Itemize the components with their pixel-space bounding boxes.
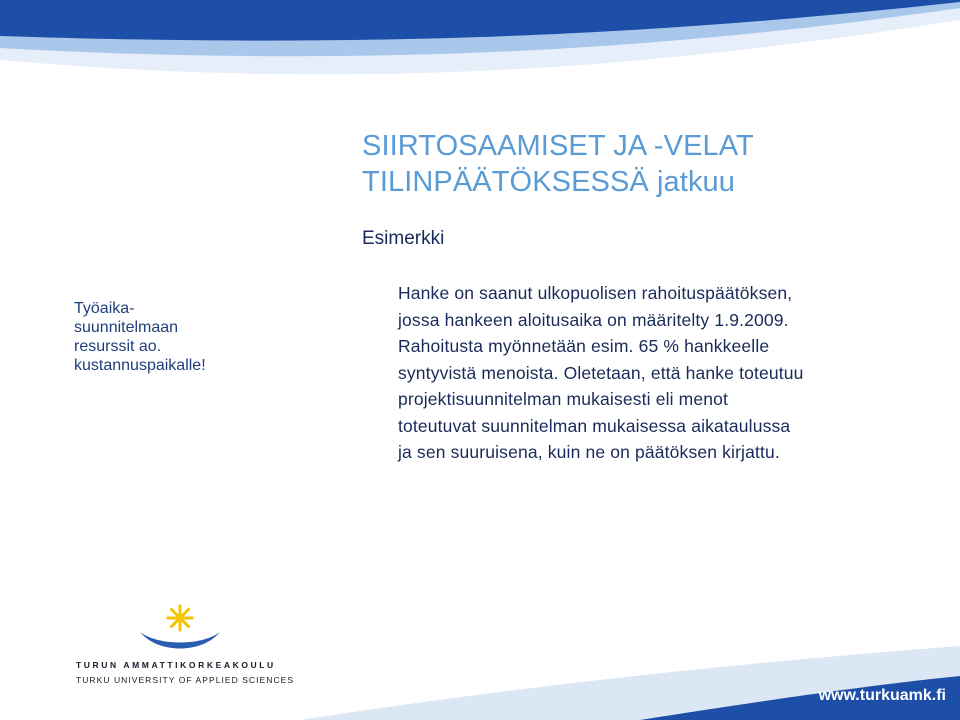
slide-title-line2: TILINPÄÄTÖKSESSÄ jatkuu — [362, 166, 735, 198]
logo-star-icon — [168, 606, 192, 630]
top-decorative-band — [0, 0, 960, 110]
logo-text-finnish: TURUN AMMATTIKORKEAKOULU — [76, 660, 276, 670]
logo-text-english: TURKU UNIVERSITY OF APPLIED SCIENCES — [76, 675, 295, 685]
slide-body-text: Hanke on saanut ulkopuolisen rahoituspäätöksen, jossa hankeen aloitusaika on määritelty 1.9.2009. Rahoitusta myönnetään esim. 65 % hankkeelle syntyvistä menoista. Oletetaan, että hanke toteutuu projektisuunnitelman mukaisesti eli menot toteutuvat suunnitelman mukaisessa aikataulussa ja sen suuruisena, kuin ne on päätöksen kirjattu. — [398, 283, 804, 462]
turku-amk-logo — [72, 602, 302, 692]
slide-subtitle: Esimerkki — [362, 228, 445, 249]
slide-title-line1: SIIRTOSAAMISET JA -VELAT — [362, 130, 754, 162]
logo-arc-icon — [140, 632, 220, 649]
slide-title — [362, 128, 754, 200]
logo-star-arc-icon — [136, 602, 224, 654]
side-note: Työaika- suunnitelmaan resurssit ao. kustannuspaikalle! — [74, 300, 206, 374]
footer-website-url[interactable]: www.turkuamk.fi — [818, 687, 946, 704]
